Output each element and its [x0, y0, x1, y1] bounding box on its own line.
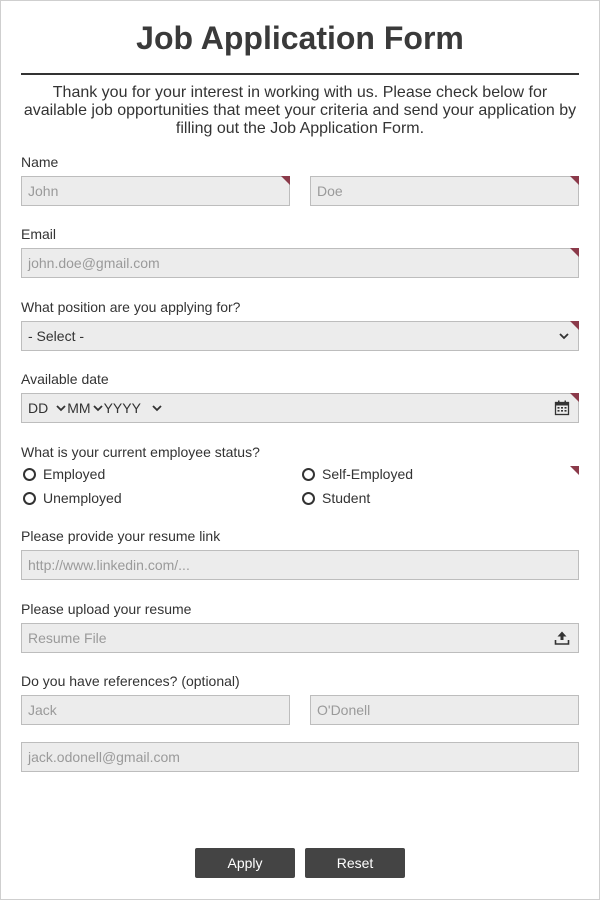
- chevron-down-icon: [55, 402, 67, 414]
- resume-file-placeholder: Resume File: [28, 630, 107, 646]
- reference-last-name-input[interactable]: [310, 695, 579, 725]
- required-marker: [281, 176, 290, 185]
- email-label: Email: [21, 226, 57, 242]
- position-label: What position are you applying for?: [21, 299, 241, 315]
- title-divider: [21, 73, 579, 75]
- references-label: Do you have references? (optional): [21, 673, 240, 689]
- chevron-down-icon: [558, 330, 570, 342]
- required-marker: [570, 321, 579, 330]
- day-select[interactable]: [28, 394, 67, 422]
- upload-icon[interactable]: [554, 630, 570, 646]
- status-label: What is your current employee status?: [21, 444, 260, 460]
- apply-button[interactable]: Apply: [195, 848, 295, 878]
- resume-upload-label: Please upload your resume: [21, 601, 192, 617]
- reference-email-placeholder: jack.odonell@gmail.com: [28, 749, 180, 765]
- chevron-down-icon: [151, 402, 163, 414]
- first-name-input[interactable]: [21, 176, 290, 206]
- position-selected: - Select -: [28, 328, 85, 344]
- month-placeholder: MM: [67, 400, 91, 416]
- last-name-placeholder: Doe: [317, 183, 343, 199]
- email-placeholder: john.doe@gmail.com: [28, 255, 160, 271]
- resume-file-input[interactable]: [21, 623, 579, 653]
- radio-circle: [23, 492, 36, 505]
- day-placeholder: DD: [28, 400, 49, 416]
- last-name-input[interactable]: [310, 176, 579, 206]
- date-label: Available date: [21, 371, 109, 387]
- reference-first-name-placeholder: Jack: [28, 702, 57, 718]
- radio-label: Self-Employed: [322, 466, 414, 482]
- radio-circle: [302, 492, 315, 505]
- date-input[interactable]: [21, 393, 579, 423]
- required-marker: [570, 176, 579, 185]
- page-title: Job Application Form: [136, 20, 464, 56]
- position-select[interactable]: [21, 321, 579, 351]
- resume-link-placeholder: http://www.linkedin.com/...: [28, 557, 190, 573]
- radio-label: Student: [322, 490, 371, 506]
- month-select[interactable]: [67, 394, 103, 422]
- radio-circle: [23, 468, 36, 481]
- year-placeholder: YYYY: [103, 400, 141, 416]
- radio-employed[interactable]: [23, 466, 105, 482]
- radio-label: Unemployed: [43, 490, 122, 506]
- radio-circle: [302, 468, 315, 481]
- first-name-placeholder: John: [28, 183, 59, 199]
- resume-link-label: Please provide your resume link: [21, 528, 221, 544]
- chevron-down-icon: [92, 402, 104, 414]
- reference-first-name-input[interactable]: [21, 695, 290, 725]
- required-marker: [570, 466, 579, 475]
- radio-unemployed[interactable]: [23, 490, 122, 506]
- reset-button[interactable]: Reset: [305, 848, 405, 878]
- email-input[interactable]: [21, 248, 579, 278]
- radio-label: Employed: [43, 466, 106, 482]
- year-select[interactable]: [104, 394, 163, 422]
- resume-link-input[interactable]: [21, 550, 579, 580]
- calendar-icon[interactable]: [554, 400, 570, 416]
- required-marker: [570, 393, 579, 402]
- radio-self-employed[interactable]: [302, 466, 413, 482]
- name-label: Name: [21, 154, 59, 170]
- intro-text: Thank you for your interest in working with us. Please check below for available job opportunities that meet your criteria and send your application by filling out the Job Application Form.: [23, 84, 577, 137]
- reference-last-name-placeholder: O'Donell: [317, 702, 371, 718]
- reference-email-input[interactable]: [21, 742, 579, 772]
- required-marker: [570, 248, 579, 257]
- radio-student[interactable]: [302, 490, 370, 506]
